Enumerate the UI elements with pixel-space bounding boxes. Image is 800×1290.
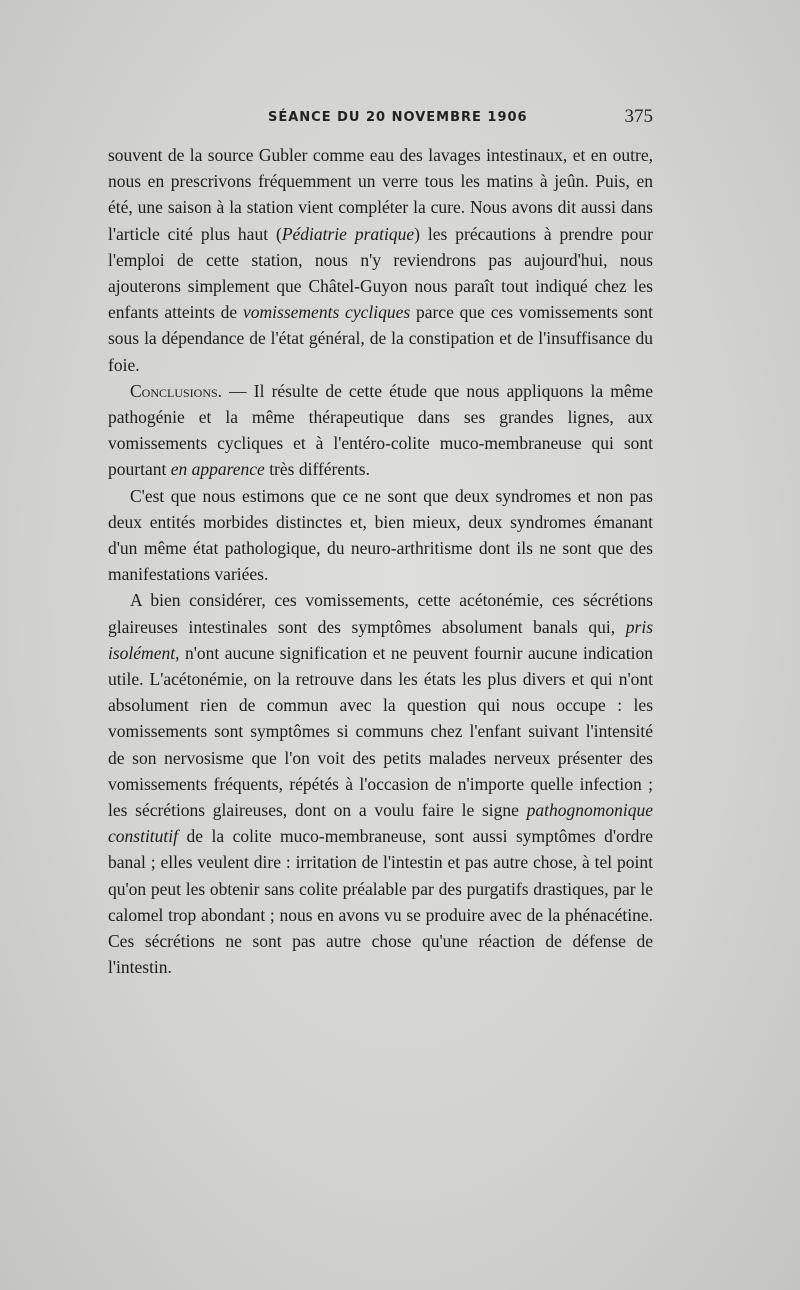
p1-text-a: souvent de la source Gubler comme eau des lavages intestinaux, et en outre, nous en prescrivons fréquemment un verre tous les matins à jeûn. Puis, en été, une saison à la station vient compléter la cure. Nous avons dit aussi dans l'article cité plus haut (: [108, 145, 653, 244]
p3-text: C'est que nous estimons que ce ne sont que deux syndromes et non pas deux entités morbides distinctes et, bien mieux, deux syndromes émanant d'un même état pathologique, du neuro-arthritisme dont ils ne sont que des manifestations variées.: [108, 485, 653, 585]
paragraph-3: [108, 483, 653, 588]
body-text: [108, 142, 653, 981]
page-number: 375: [624, 106, 653, 127]
p1-italic-a: Pédiatrie pratique: [281, 223, 415, 244]
p4-text-b: n'ont aucune signification et ne peuvent fournir aucune indication utile. L'acétonémie, on la retrouve dans les états les plus divers et qui n'ont absolument rien de commun avec la question qui nous occupe : les vomissements sont symptômes si communs chez l'enfant suivant l'intensité de son nervosisme que l'on voit des petits malades nerveux présenter des vomissements fréquents, répétés à l'occasion de n'importe quelle infection ; les sécrétions glaireuses, dont on a voulu faire le signe: [108, 642, 653, 821]
p1-italic-b: vomissements cycliques: [243, 302, 411, 323]
p4-italic-a: pris isolément,: [108, 616, 653, 663]
paragraph-2: [108, 378, 653, 483]
running-title: SÉANCE DU 20 NOVEMBRE 1906: [268, 110, 528, 125]
paragraph-4: [108, 587, 653, 980]
p4-text-a: A bien considérer, ces vomissements, cette acétonémie, ces sécrétions glaireuses intestinales sont des symptômes absolument banals qui,: [108, 590, 653, 637]
p2-text-a: — Il résulte de cette étude que nous appliquons la même pathogénie et la même thérapeutique dans ses grandes lignes, aux vomissements cycliques et à l'entéro-colite muco-membraneuse qui sont pourtant: [108, 380, 653, 480]
p2-italic-a: en apparence: [170, 459, 265, 480]
p2-lead: Conclusions.: [130, 380, 223, 401]
paragraph-1: [108, 142, 653, 378]
p1-text-c: parce que ces vomissements sont sous la dépendance de l'état général, de la constipation et de l'insuffisance du foie.: [108, 302, 653, 375]
p4-italic-b: pathognomonique constitutif: [108, 800, 653, 847]
page-header: [108, 106, 653, 130]
p1-text-b: ) les précautions à prendre pour l'emploi de cette station, nous n'y reviendrons pas aujourd'hui, nous ajouterons simplement que Châtel-Guyon nous paraît tout indiqué chez les enfants atteints de: [108, 223, 653, 323]
p4-text-c: de la colite muco-membraneuse, sont aussi symptômes d'ordre banal ; elles veulent dire : irritation de l'intestin et pas autre chose, à tel point qu'on peut les obtenir sans colite préalable par des purgatifs drastiques, par le calomel trop abondant ; nous en avons vu se produire avec de la phénacétine. Ces sécrétions ne sont pas autre chose qu'une réaction de défense de l'intestin.: [108, 826, 653, 978]
p2-text-b: très différents.: [264, 459, 370, 480]
